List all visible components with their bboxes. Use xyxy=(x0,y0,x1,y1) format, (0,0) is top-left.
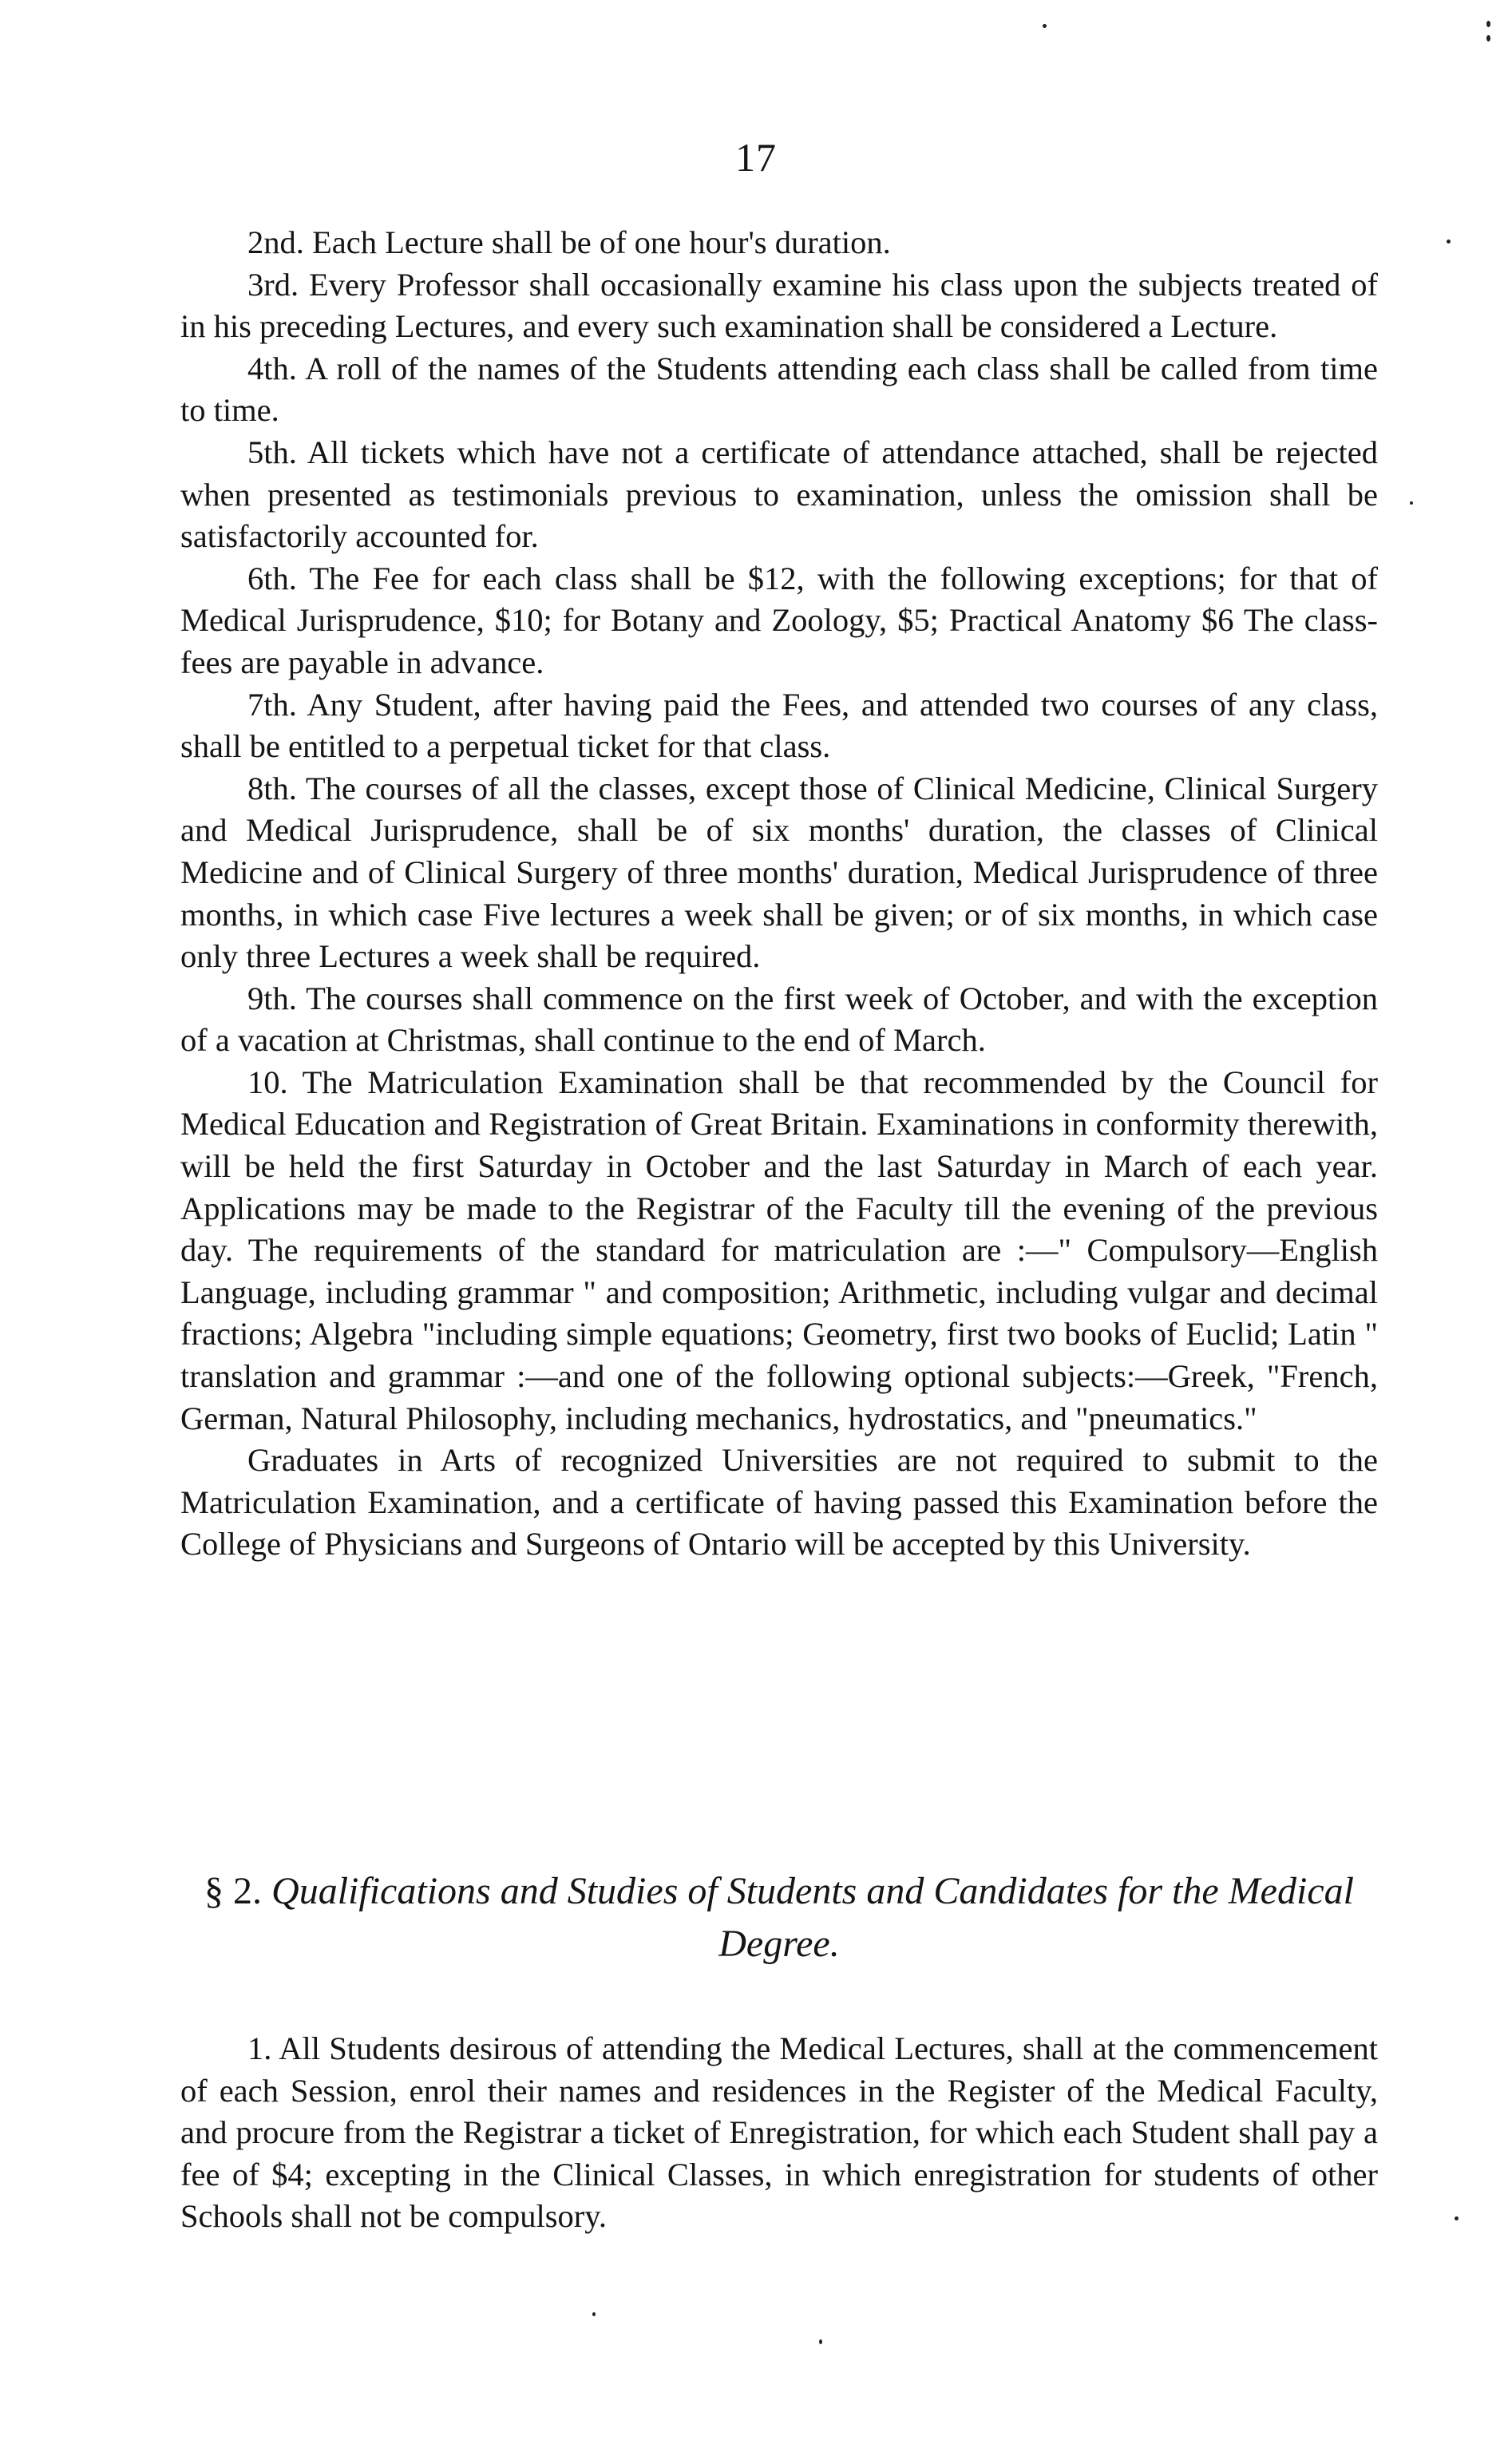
regulations-list xyxy=(180,222,1378,1566)
paragraph-4th: 4th. A roll of the names of the Students attending each class shall be called from time to time. xyxy=(180,350,1378,429)
paragraph-9th: 9th. The courses shall commence on the first week of October, and with the exception of a vacation at Christmas, shall continue to the end of March. xyxy=(180,980,1378,1059)
scan-speck xyxy=(1043,24,1047,28)
section-heading xyxy=(180,1865,1378,1971)
paragraph-section-1: 1. All Students desirous of attending the Medical Lectures, shall at the commencement of each Session, enrol their names and residences in the Register of the Medical Faculty, and procure from the Registrar a ticket of Enregistration, for which each Student shall pay a fee of $4; excepting in the Clinical Classes, in which enregistration for students of other Schools shall not be compulsory. xyxy=(180,2030,1378,2235)
paragraph-3rd: 3rd. Every Professor shall occasionally examine his class upon the subjects treated of in his preceding Lectures, and every such examination shall be considered a Lecture. xyxy=(180,266,1378,345)
paragraph-10th: 10. The Matriculation Examination shall be that recommended by the Council for Medical Education and Registration of Great Britain. Examinations in conformity therewith, will be held the first Saturday in October and the last Saturday in March of each year. Applications may be made to the Registrar of the Faculty till the evening of the previous day. The requirements of the standard for matriculation are :—" Compulsory—English Language, including grammar " and composition; Arithmetic, including vulgar and decimal fractions; Algebra "including simple equations; Geometry, first two books of Euclid; Latin " translation and grammar :—and one of the following optional subjects:—Greek, "French, German, Natural Philosophy, including mechanics, hydrostatics, and "pneumatics." xyxy=(180,1064,1378,1436)
paragraph-7th: 7th. Any Student, after having paid the Fees, and attended two courses of any class, shall be entitled to a perpetual ticket for that class. xyxy=(180,686,1378,765)
scan-speck xyxy=(1486,21,1490,27)
scan-speck xyxy=(819,2339,822,2344)
paragraph-5th: 5th. All tickets which have not a certificate of attendance attached, shall be rejected when presented as testimonials previous to examination, unless the omission shall be satisfactorily accounted for. xyxy=(180,434,1378,555)
section-paragraphs xyxy=(180,2028,1378,2238)
scan-speck xyxy=(1447,240,1451,244)
scan-speck xyxy=(1486,35,1490,42)
page-number: 17 xyxy=(735,135,777,180)
section-title: Qualifications and Studies of Students and Candidates for the Medical Degree. xyxy=(271,1870,1354,1965)
paragraph-graduates: Graduates in Arts of recognized Universities are not required to submit to the Matriculation Examination, and a certificate of having passed this Examination before the College of Physicians and Surgeons of Ontario will be accepted by this University. xyxy=(180,1442,1378,1563)
paragraph-6th: 6th. The Fee for each class shall be $12, with the following exceptions; for that of Medical Jurisprudence, $10; for Botany and Zoology, $5; Practical Anatomy $6 The class-fees are payable in advance. xyxy=(180,560,1378,680)
scan-speck xyxy=(592,2312,596,2316)
paragraph-8th: 8th. The courses of all the classes, except those of Clinical Medicine, Clinical Surgery and Medical Jurisprudence, shall be of six months' duration, the classes of Clinical Medicine and of Clinical Surgery of three months' duration, Medical Jurisprudence of three months, in which case Five lectures a week shall be given; or of six months, in which case only three Lectures a week shall be required. xyxy=(180,770,1378,975)
scan-speck xyxy=(1455,2216,1459,2220)
scan-speck xyxy=(1410,501,1413,505)
section-symbol: § 2. xyxy=(204,1870,263,1912)
paragraph-2nd: 2nd. Each Lecture shall be of one hour's duration. xyxy=(247,224,891,260)
